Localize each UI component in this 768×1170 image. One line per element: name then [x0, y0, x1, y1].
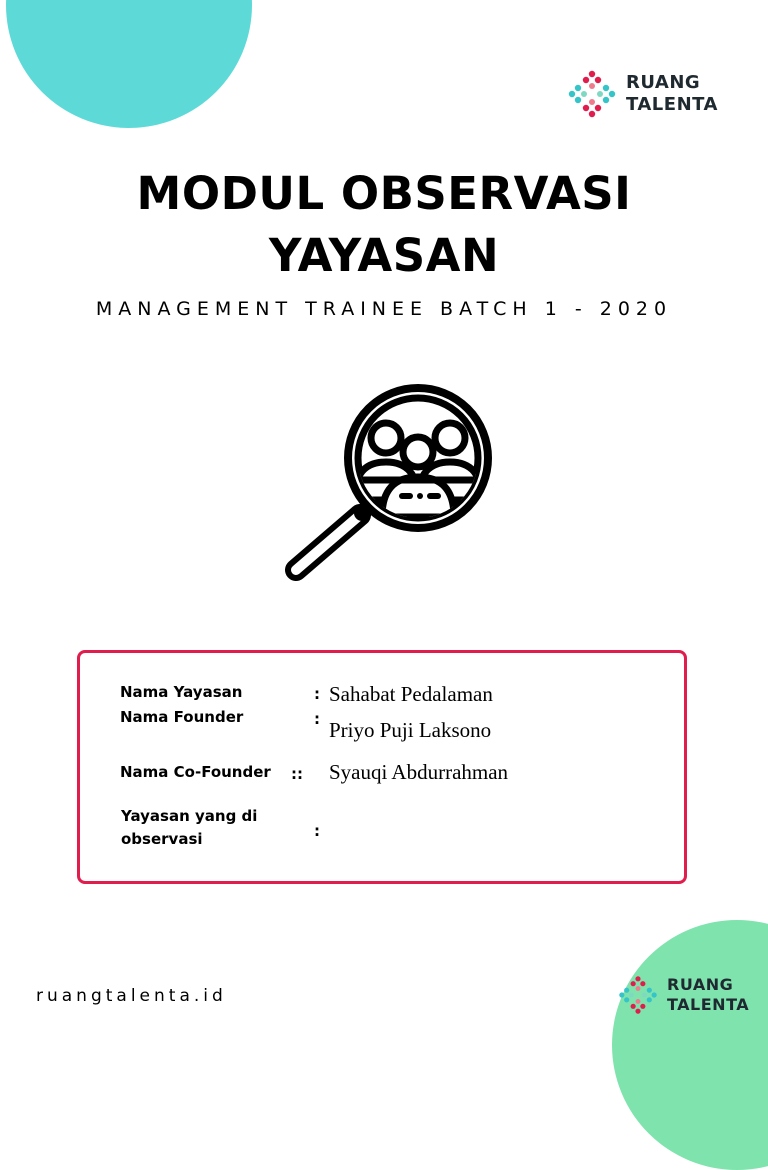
logo-wordmark	[626, 72, 718, 116]
page-subtitle: MANAGEMENT TRAINEE BATCH 1 - 2020	[95, 298, 673, 320]
decorative-circle-bottom	[612, 920, 768, 1170]
decorative-circle-top	[6, 0, 252, 128]
separator-nama-yayasan: :	[314, 685, 320, 703]
separator-nama-cofounder: ::	[291, 765, 303, 783]
footer-url: ruangtalenta.id	[36, 986, 227, 1006]
value-nama-cofounder: Syauqi Abdurrahman	[329, 760, 509, 784]
separator-yayasan-observasi: :	[314, 822, 320, 840]
logo-text-line2: TALENTA	[626, 94, 718, 115]
value-nama-yayasan: Sahabat Pedalaman	[329, 682, 493, 706]
info-box	[77, 650, 687, 884]
logo-text-line1: RUANG	[667, 975, 734, 994]
label-nama-yayasan: Nama Yayasan	[120, 683, 243, 701]
title-line-2: YAYASAN	[268, 229, 500, 282]
logo-mark-icon	[617, 974, 659, 1016]
label-nama-cofounder: Nama Co-Founder	[120, 763, 271, 781]
separator-nama-founder: :	[314, 710, 320, 728]
label-yayasan-observasi: Yayasan yang di observasi	[121, 807, 258, 848]
value-nama-founder: Priyo Puji Laksono	[329, 718, 492, 742]
title-line-1: MODUL OBSERVASI	[136, 167, 632, 220]
logo-text-line2: TALENTA	[667, 995, 750, 1014]
page-title	[0, 163, 768, 287]
ruang-talenta-logo-footer	[617, 974, 749, 1016]
logo-text-line1: RUANG	[626, 72, 701, 93]
logo-mark-icon	[566, 68, 618, 120]
logo-wordmark	[667, 975, 749, 1015]
label-nama-founder: Nama Founder	[120, 708, 244, 726]
ruang-talenta-logo	[566, 68, 718, 120]
magnifier-people-icon	[282, 382, 498, 582]
